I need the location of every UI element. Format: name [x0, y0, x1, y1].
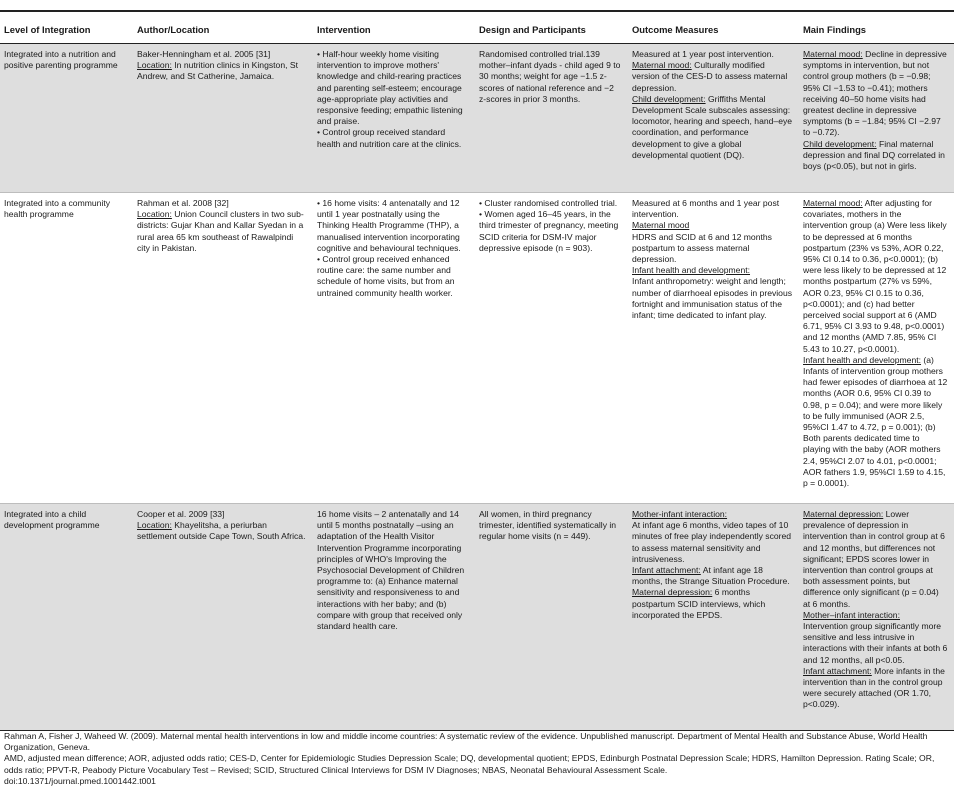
header-intervention: Intervention — [313, 18, 475, 44]
findings-label: Maternal mood: — [803, 198, 863, 208]
findings-text: Lower prevalence of depression in intervention than in control group at 6 and 12 months, but differences not significant; EPDS scores lower in intervention than control groups at both assessment points, but difference only significant (p = 0.04) at 6 months. — [803, 509, 945, 609]
outcome-text: HDRS and SCID at 6 and 12 months postpartum to assess maternal depression. — [632, 231, 772, 265]
findings-label: Maternal depression: — [803, 509, 884, 519]
cell-design: Randomised controlled trial.139 mother–infant dyads - child aged 9 to 30 months; weight for age −1.5 z-scores of national reference and −2 z-scores in prior 3 months. — [475, 44, 628, 193]
design-bullet: • Women aged 16–45 years, in the third trimester of pregnancy, meeting SCID criteria for DSM-IV major depressive episode (n = 903). — [479, 209, 619, 253]
cell-author — [133, 193, 313, 504]
design-bullet: • Cluster randomised controlled trial. — [479, 198, 618, 208]
table-row — [0, 504, 954, 731]
location-label: Location: — [137, 209, 172, 220]
findings-label: Maternal mood: — [803, 49, 863, 59]
cell-findings — [799, 193, 954, 504]
cell-level: Integrated into a community health programme — [0, 193, 133, 504]
outcome-text: At infant age 18 months, the Strange Situation Procedure. — [632, 565, 790, 587]
findings-text: Decline in depressive symptoms in intervention, but not control group mothers (b = −0.98; 95% CI −1.53 to −0.41); mothers receiving 40–50 home visits had greatest decline in depressive symptoms (b = −1.84; 95% CI −2.97 to −0.72). — [803, 49, 947, 138]
author-text: Rahman et al. 2008 [32] — [137, 198, 229, 208]
outcome-text: Culturally modified version of the CES-D to assess maternal depression. — [632, 60, 788, 93]
outcome-label: Child development: — [632, 93, 706, 104]
outcome-text: At infant age 6 months, video tapes of 10 minutes of free play independently scored to assess maternal sensitivity and intrusiveness. — [632, 520, 792, 564]
location-text: Khayelitsha, a periurban settlement outside Cape Town, South Africa. — [137, 520, 306, 542]
cell-intervention — [313, 44, 475, 193]
findings-text: More infants in the intervention than in the control group were securely attached (OR 1.70, p<0.029). — [803, 665, 945, 710]
findings-label: Infant attachment: — [803, 665, 872, 676]
location-text: In nutrition clinics in Kingston, St Andrew, and St Catherine, Jamaica. — [137, 60, 298, 82]
outcome-text: 6 months postpartum SCID interviews, which incorporated the EPDS. — [632, 587, 766, 620]
footnote-doi: doi:10.1371/journal.pmed.1001442.t001 — [4, 775, 156, 786]
cell-design — [475, 193, 628, 504]
outcome-label: Maternal mood: — [632, 60, 692, 71]
outcome-label: Maternal mood — [632, 220, 690, 231]
header-author: Author/Location — [133, 18, 313, 44]
top-rule — [0, 10, 954, 12]
outcome-label: Infant attachment: — [632, 565, 701, 576]
intervention-bullet: • Control group received enhanced routine care: the same number and schedule of home visits, but from an untrained community health worker. — [317, 254, 455, 298]
table-header-row — [0, 18, 954, 44]
outcome-intro: Measured at 1 year post intervention. — [632, 49, 774, 59]
header-findings: Main Findings — [799, 18, 954, 44]
cell-findings — [799, 504, 954, 731]
table-footnotes — [4, 731, 950, 787]
interventions-table — [0, 18, 954, 731]
findings-text: (a) Infants of intervention group mothers had fewer episodes of diarrhoea at 12 months (AOR 0.6, 95% CI 0.39 to 0.98, p = 0.04); and were more likely to be fully immunised (AOR 2.5, 95%CI 1.47 to 4.72, p = 0.001); (b) Both parents dedicated time to playing with the baby (AOR mothers 2.4, 95%CI 2.07 to 4.01, p<0.0001; AOR fathers 1.9, 95%CI 1.59 to 4.15, p = 0.0001). — [803, 354, 948, 489]
header-outcome: Outcome Measures — [628, 18, 799, 44]
table-row — [0, 44, 954, 193]
intervention-bullet: • Half-hour weekly home visiting intervention to improve mothers' knowledge and child-rearing practices and parenting self-esteem; encourage age-appropriate play activities and responsive feeding; empathic listening and praise. — [317, 49, 463, 127]
findings-label: Infant health and development: — [803, 354, 922, 365]
header-level: Level of Integration — [0, 18, 133, 44]
cell-findings — [799, 44, 954, 193]
findings-label: Mother–infant interaction: — [803, 609, 900, 620]
outcome-text: Griffiths Mental Development Scale subscales assessing: locomotor, hearing and speech, hand–eye coordination, and performance development to give a global developmental quotient (DQ). — [632, 93, 793, 160]
author-text: Baker-Henningham et al. 2005 [31] — [137, 49, 271, 59]
intervention-bullet: • Control group received standard health and nutrition care at the clinics. — [317, 127, 462, 149]
footnote-abbreviations: AMD, adjusted mean difference; AOR, adjusted odds ratio; CES-D, Center for Epidemiologic Studies Depression Scale; DQ, developmental quotient; EPDS, Edinburgh Postnatal Depression Scale; HDRS, Hamilton Depression. Rating Scale; OR, odds ratio; PPVT-R, Peabody Picture Vocabulary Test – Revised; SCID, Structured Clinical Interviews for DSM IV Diagnoses; NBAS, Neonatal Behavioural Assessment Scale. — [4, 753, 935, 775]
outcome-label: Mother-infant interaction: — [632, 509, 728, 519]
cell-author — [133, 504, 313, 731]
cell-level: Integrated into a nutrition and positive parenting programme — [0, 44, 133, 193]
location-label: Location: — [137, 520, 172, 531]
cell-outcome — [628, 44, 799, 193]
header-design: Design and Participants — [475, 18, 628, 44]
intervention-bullet: • 16 home visits: 4 antenatally and 12 until 1 year postnatally using the Thinking Health Programme (THP), a manualised intervention incorporating cognitive and behavioural techniques. — [317, 198, 461, 253]
location-text: Union Council clusters in two sub-districts: Gujar Khan and Kallar Syedan in a rural area 65 km southeast of Rawalpindi city in Pakistan. — [137, 209, 304, 253]
cell-level: Integrated into a child development programme — [0, 504, 133, 731]
table-row — [0, 193, 954, 504]
footnote-source: Rahman A, Fisher J, Waheed W. (2009). Maternal mental health interventions in low and middle income countries: A systematic review of the evidence. Unpublished manuscript. Department of Mental Health and Substance Abuse, World Health Organization, Geneva. — [4, 731, 928, 753]
outcome-text: Infant anthropometry: weight and length; number of diarrhoeal episodes in previous fortnight and immunisation status of the infant; time dedicated to infant play. — [632, 276, 793, 321]
findings-text: Final maternal depression and final DQ correlated in boys (p<0.05), but not in girls. — [803, 138, 945, 172]
cell-intervention: 16 home visits – 2 antenatally and 14 until 5 months postnatally –using an adaptation of the Health Visitor Intervention Programme incorporating principles of WHO's Improving the Psychosocial Development of Children programme to: (a) Enhance maternal sensitivity and responsiveness to and interactions with her baby; and (b) compare with group that received only standard health care. — [313, 504, 475, 731]
cell-intervention — [313, 193, 475, 504]
cell-design: All women, in third pregnancy trimester, identified systematically in regular home visits (n = 449). — [475, 504, 628, 731]
cell-outcome — [628, 193, 799, 504]
outcome-label: Infant health and development: — [632, 265, 751, 276]
outcome-intro: Measured at 6 months and 1 year post intervention. — [632, 198, 780, 220]
outcome-label: Maternal depression: — [632, 587, 713, 598]
location-label: Location: — [137, 60, 172, 71]
author-text: Cooper et al. 2009 [33] — [137, 509, 225, 519]
findings-text: After adjusting for covariates, mothers in the intervention group (a) Were less likely to be depressed at 6 months postpartum (23% vs 53%, AOR 0.22, 95% CI 0.14 to 0.36, p<0.0001); (b) were less likely to be depressed at 12 months postpartum (27% vs 59%, AOR 0.23, 95% CI 0.15 to 0.36, p<0.0001); and (c) had better perceived social support at 6 (AMD 6.71, 95% CI 3.93 to 9.48, p<0.0001) and 12 months (AMD 7.85, 95% CI 5.43 to 10.27, p<0.0001). — [803, 198, 947, 354]
findings-text: Intervention group significantly more sensitive and less intrusive in interactions with their infants at both 6 and 12 months, all p<0.05. — [803, 621, 948, 665]
findings-label: Child development: — [803, 138, 877, 149]
cell-outcome — [628, 504, 799, 731]
cell-author — [133, 44, 313, 193]
